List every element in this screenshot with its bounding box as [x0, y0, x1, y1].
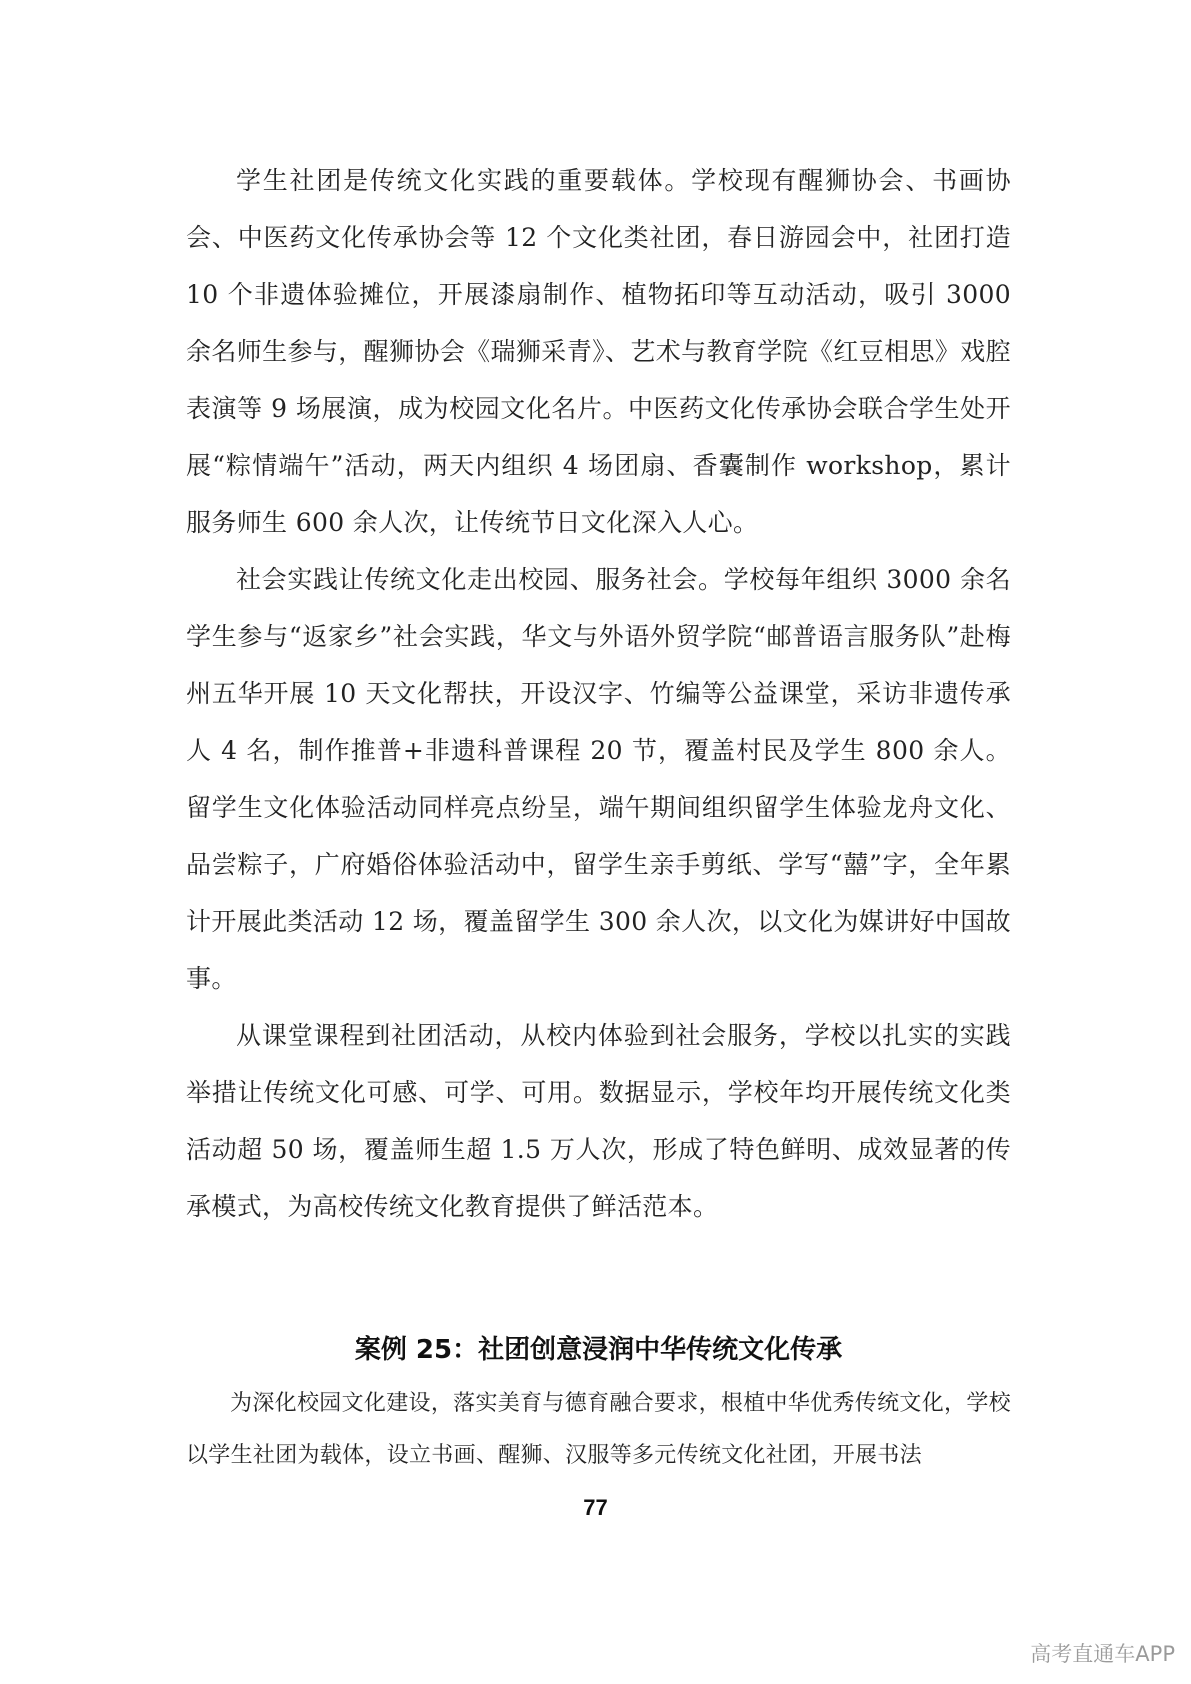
case-intro-paragraph: 为深化校园文化建设，落实美育与德育融合要求，根植中华优秀传统文化，学校以学生社团为载体，设立书画、醒狮、汉服等多元传统文化社团，开展书法	[186, 1391, 1011, 1468]
case-title: 案例 25：社团创意浸润中华传统文化传承	[354, 1335, 843, 1365]
paragraph-student-clubs: 学生社团是传统文化实践的重要载体。学校现有醒狮协会、书画协会、中医药文化传承协会等 12 个文化类社团，春日游园会中，社团打造 10 个非遗体验摊位，开展漆扇制作、植物拓印等互动活动，吸引 3000 余名师生参与，醒狮协会《瑞狮采青》、艺术与教育学院《红豆相思》戏腔表演等 9 场展演，成为校园文化名片。中医药文化传承协会联合学生处开展“粽情端午”活动，两天内组织 4 场团扇、香囊制作 workshop，累计服务师生 600 余人次，让传统节日文化深入人心。	[186, 166, 1011, 537]
watermark: 高考直通车APP	[1030, 1642, 1175, 1666]
paragraph-social-practice: 社会实践让传统文化走出校园、服务社会。学校每年组织 3000 余名学生参与“返家乡”社会实践，华文与外语外贸学院“邮普语言服务队”赴梅州五华开展 10 天文化帮扶，开设汉字、竹编等公益课堂，采访非遗传承人 4 名，制作推普+非遗科普课程 20 节，覆盖村民及学生 800 余人。留学生文化体验活动同样亮点纷呈，端午期间组织留学生体验龙舟文化、品尝粽子，广府婚俗体验活动中，留学生亲手剪纸、学写“囍”字，全年累计开展此类活动 12 场，覆盖留学生 300 余人次，以文化为媒讲好中国故事。	[186, 565, 1011, 993]
page-number: 77	[583, 1495, 608, 1520]
body-text	[186, 152, 1011, 1235]
paragraph-summary: 从课堂课程到社团活动，从校内体验到社会服务，学校以扎实的实践举措让传统文化可感、可学、可用。数据显示，学校年均开展传统文化类活动超 50 场，覆盖师生超 1.5 万人次，形成了特色鲜明、成效显著的传承模式，为高校传统文化教育提供了鲜活范本。	[186, 1021, 1011, 1221]
